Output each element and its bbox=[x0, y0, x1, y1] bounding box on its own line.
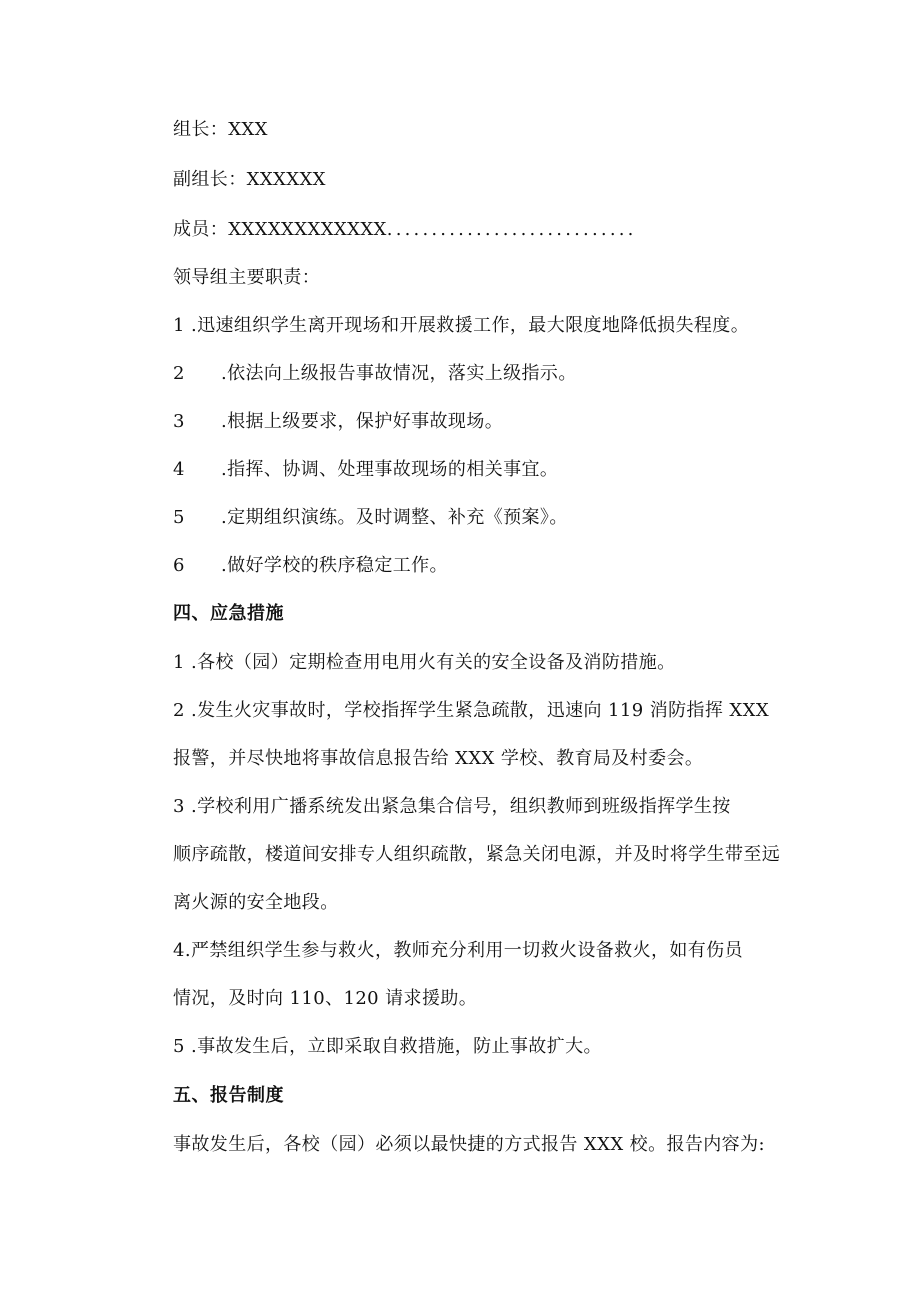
duty-text: .指挥、协调、处理事故现场的相关事宜。 bbox=[221, 459, 559, 480]
section-4-item-3-continued-1: 顺序疏散，楼道间安排专人组织疏散，紧急关闭电源，并及时将学生带至远 bbox=[173, 844, 781, 865]
section-4-item-4-continued: 情况，及时向 110、120 请求援助。 bbox=[173, 988, 478, 1009]
duty-text: .迅速组织学生离开现场和开展救援工作，最大限度地降低损失程度。 bbox=[190, 315, 750, 336]
duties-title: 领导组主要职责： bbox=[173, 267, 321, 288]
section-5-text: 事故发生后，各校（园）必须以最快捷的方式报告 XXX 校。报告内容为: bbox=[173, 1134, 765, 1155]
duty-number: 5 bbox=[173, 507, 185, 528]
duty-number: 2 bbox=[173, 363, 185, 384]
duty-item-4 bbox=[173, 458, 558, 482]
duty-text: .做好学校的秩序稳定工作。 bbox=[221, 555, 448, 576]
leader-line: 组长：XXX bbox=[173, 119, 268, 140]
duty-number: 6 bbox=[173, 555, 185, 576]
duty-text: .根据上级要求，保护好事故现场。 bbox=[221, 411, 504, 432]
duty-item-1 bbox=[173, 314, 749, 338]
members-text: 成员：XXXXXXXXXXXX bbox=[173, 219, 387, 240]
section-4-item-4: 4.严禁组织学生参与救火，教师充分利用一切救火设备救火，如有伤员 bbox=[173, 940, 743, 961]
duty-item-2 bbox=[173, 362, 577, 386]
duty-number: 3 bbox=[173, 411, 185, 432]
duty-number: 4 bbox=[173, 459, 185, 480]
deputy-leader-line: 副组长：XXXXXX bbox=[173, 169, 326, 190]
duty-text: .依法向上级报告事故情况，落实上级指示。 bbox=[221, 363, 577, 384]
section-4-item-5: 5 .事故发生后，立即采取自救措施，防止事故扩大。 bbox=[173, 1036, 602, 1057]
duty-item-3 bbox=[173, 410, 503, 434]
section-4-item-3: 3 .学校利用广播系统发出紧急集合信号，组织教师到班级指挥学生按 bbox=[173, 796, 731, 817]
section-4-item-1: 1 .各校（园）定期检查用电用火有关的安全设备及消防措施。 bbox=[173, 652, 676, 673]
section-4-item-2: 2 .发生火灾事故时，学校指挥学生紧急疏散，迅速向 119 消防指挥 XXX bbox=[173, 700, 770, 721]
section-5-title: 五、报告制度 bbox=[173, 1085, 284, 1106]
duty-text: .定期组织演练。及时调整、补充《预案》。 bbox=[221, 507, 568, 528]
members-line bbox=[173, 218, 637, 242]
section-4-title: 四、应急措施 bbox=[173, 603, 284, 624]
members-dots: ............................ bbox=[386, 219, 637, 240]
duty-number: 1 bbox=[173, 315, 185, 336]
section-4-item-2-continued: 报警，并尽快地将事故信息报告给 XXX 学校、教育局及村委会。 bbox=[173, 748, 704, 769]
section-4-item-3-continued-2: 离火源的安全地段。 bbox=[173, 892, 339, 913]
duty-item-5 bbox=[173, 506, 568, 530]
duty-item-6 bbox=[173, 554, 448, 578]
